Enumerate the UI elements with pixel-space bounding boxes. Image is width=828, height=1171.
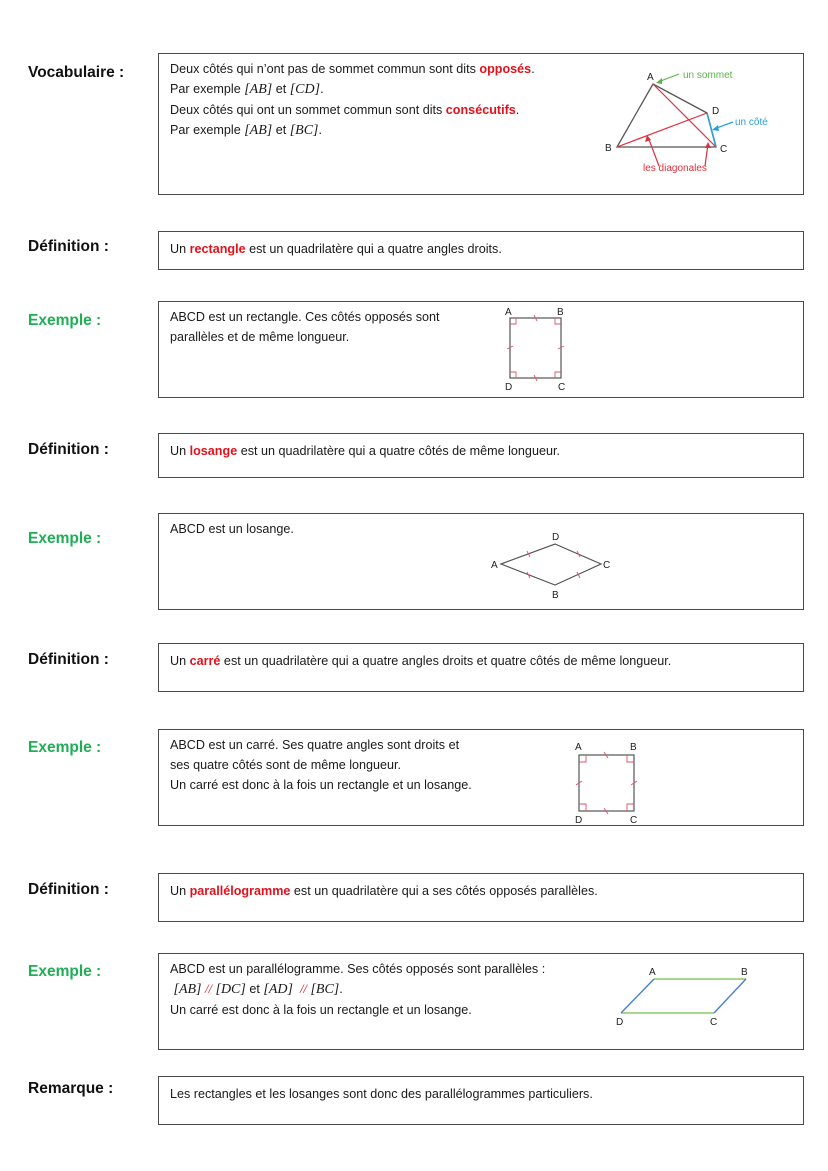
- carre-example-label: Exemple :: [28, 739, 102, 756]
- parallelogramme-example-box: [158, 953, 804, 1050]
- svg-text:D: D: [505, 382, 513, 393]
- vertex-a-label: A: [647, 72, 654, 83]
- vocab-line-3: Deux côtés qui ont un sommet commun sont dits consécutifs.: [170, 103, 520, 117]
- svg-text:C: C: [603, 560, 611, 571]
- losange-example-box: [158, 513, 804, 610]
- carre-figure: [569, 732, 649, 827]
- svg-text:C: C: [710, 1017, 718, 1028]
- svg-text:A: A: [505, 307, 512, 318]
- vertex-b-label: B: [605, 143, 612, 154]
- losange-definition-box: [158, 433, 804, 478]
- carre-definition-label: Définition :: [28, 651, 109, 668]
- sommet-label: un sommet: [683, 70, 733, 81]
- vocab-line-4: Par exemple [AB] et [BC].: [170, 123, 323, 138]
- losange-example-label: Exemple :: [28, 530, 102, 547]
- keyword-carre: carré: [189, 654, 221, 668]
- diagonales-label: les diagonales: [643, 163, 707, 174]
- keyword-opposes: opposés: [479, 62, 532, 76]
- losange-figure: [487, 524, 627, 609]
- remarque-box: [158, 1076, 804, 1125]
- svg-text:B: B: [741, 967, 748, 978]
- keyword-consecutifs: consécutifs: [445, 103, 516, 117]
- rectangle-definition-box: [158, 231, 804, 270]
- vertex-c-label: C: [720, 144, 728, 155]
- parallelogramme-example-text: ABCD est un parallélogramme. Ses côtés opposés sont parallèles : [AB] // [DC] et [AD] // [BC]. Un carré est donc à la fois un rectangle et un losange.: [170, 962, 546, 1017]
- keyword-losange: losange: [189, 444, 238, 458]
- svg-text:C: C: [558, 382, 566, 393]
- vertex-d-label: D: [712, 106, 720, 117]
- remarque-label: Remarque :: [28, 1080, 114, 1097]
- remarque-text: Les rectangles et les losanges sont donc des parallélogrammes particuliers.: [170, 1087, 593, 1101]
- losange-definition-text: Un losange est un quadrilatère qui a quatre côtés de même longueur.: [170, 444, 560, 458]
- carre-definition-text: Un carré est un quadrilatère qui a quatre angles droits et quatre côtés de même longueur.: [170, 654, 672, 668]
- rectangle-definition-label: Définition :: [28, 238, 109, 255]
- vocabulaire-text: [170, 59, 535, 141]
- rectangle-figure: [499, 304, 579, 399]
- losange-example-text: ABCD est un losange.: [170, 522, 294, 536]
- parallelogramme-figure: [611, 962, 781, 1042]
- vocabulaire-box: [158, 53, 804, 195]
- svg-text:A: A: [491, 560, 498, 571]
- quadrilateral-vocab-figure: [601, 66, 828, 196]
- rectangle-example-text: ABCD est un rectangle. Ces côtés opposés sont parallèles et de même longueur.: [170, 310, 440, 344]
- carre-definition-box: [158, 643, 804, 692]
- parallelogramme-definition-text: Un parallélogramme est un quadrilatère qui a ses côtés opposés parallèles.: [170, 884, 598, 898]
- parallelogramme-example-label: Exemple :: [28, 963, 102, 980]
- rectangle-example-box: [158, 301, 804, 398]
- svg-text:B: B: [557, 307, 564, 318]
- svg-text:D: D: [575, 815, 583, 826]
- vocab-line-1: Deux côtés qui n’ont pas de sommet commun sont dits opposés.: [170, 62, 535, 76]
- parallel-notation-line: [AB] // [DC] et [AD] // [BC].: [173, 982, 343, 997]
- parallelogramme-definition-box: [158, 873, 804, 922]
- cote-label: un côté: [735, 117, 768, 128]
- svg-text:B: B: [630, 742, 637, 753]
- svg-text:B: B: [552, 590, 559, 601]
- carre-example-box: [158, 729, 804, 826]
- parallelogramme-definition-label: Définition :: [28, 881, 109, 898]
- rectangle-definition-text: Un rectangle est un quadrilatère qui a quatre angles droits.: [170, 242, 502, 256]
- vocab-line-2: Par exemple [AB] et [CD].: [170, 82, 324, 97]
- rectangle-example-label: Exemple :: [28, 312, 102, 329]
- svg-text:A: A: [575, 742, 582, 753]
- svg-text:D: D: [616, 1017, 624, 1028]
- keyword-rectangle: rectangle: [189, 242, 246, 256]
- vocabulaire-label: Vocabulaire :: [28, 64, 125, 81]
- carre-example-text: ABCD est un carré. Ses quatre angles sont droits et ses quatre côtés sont de même longueur. Un carré est donc à la fois un rectangle et un losange.: [170, 738, 472, 792]
- losange-definition-label: Définition :: [28, 441, 109, 458]
- keyword-parallelogramme: parallélogramme: [189, 884, 291, 898]
- svg-text:A: A: [649, 967, 656, 978]
- svg-text:C: C: [630, 815, 638, 826]
- svg-text:D: D: [552, 532, 560, 543]
